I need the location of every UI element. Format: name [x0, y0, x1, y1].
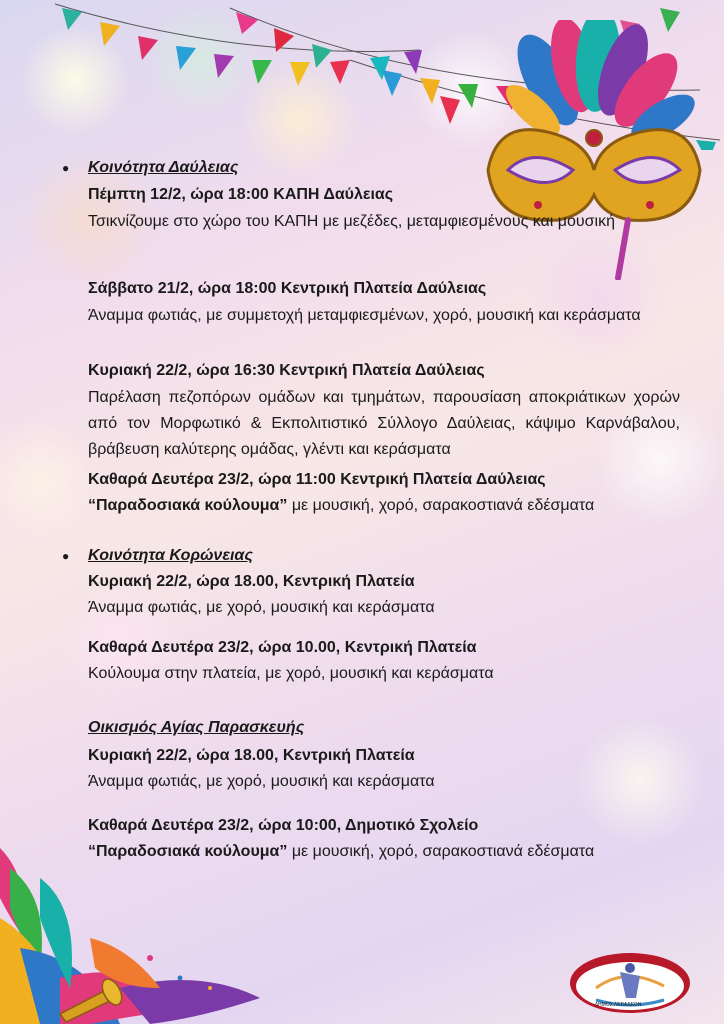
event-description: Κούλουμα στην πλατεία, με χορό, μουσική και κεράσματα [88, 665, 494, 682]
event-emphasis: “Παραδοσιακά κούλουμα” [88, 497, 288, 514]
event-description: Άναμμα φωτιάς, με χορό, μουσική και κεράσματα [88, 773, 435, 790]
event-description: με μουσική, χορό, σαρακοστιανά εδέσματα [287, 497, 595, 514]
event-description-line [88, 496, 594, 516]
carnival-mask-icon [478, 20, 710, 280]
event-heading: Καθαρά Δευτέρα 23/2, ώρα 10:00, Δημοτικό Σχολείο [88, 817, 479, 834]
event-heading: Σάββατο 21/2, ώρα 18:00 Κεντρική Πλατεία Δαύλειας [88, 280, 487, 297]
event-heading: Καθαρά Δευτέρα 23/2, ώρα 10.00, Κεντρική Πλατεία [88, 639, 477, 656]
logo-text: ΔΗΜΟΣ ΛΕΒΑΔΕΩΝ [594, 1002, 642, 1008]
section-title-agia-paraskevi: Οικισμός Αγίας Παρασκευής [88, 719, 305, 736]
event-description: Τσικνίζουμε στο χώρο του ΚΑΠΗ με μεζέδες, μεταμφιεσμένους και μουσική [88, 213, 615, 230]
section-title-daulia: Κοινότητα Δαύλειας [88, 159, 239, 176]
event-heading: Κυριακή 22/2, ώρα 18.00, Κεντρική Πλατεία [88, 573, 415, 590]
event-heading: Πέμπτη 12/2, ώρα 18:00 ΚΑΠΗ Δαύλειας [88, 186, 394, 203]
bullet-daulia: ● [62, 161, 70, 175]
event-heading: Κυριακή 22/2, ώρα 18.00, Κεντρική Πλατεία [88, 747, 415, 764]
event-description: Παρέλαση πεζοπόρων ομάδων και τμημάτων, παρουσίαση αποκριάτικων χορών από τον Μορφωτικό & Εκπολιτιστικό Σύλλογο Δαύλειας, κάψιμο Καρνάβαλου, βράβευση καλύτερης ομάδας, γλέντι και κεράσματα [88, 389, 680, 458]
event-emphasis: “Παραδοσιακά κούλουμα” [88, 843, 288, 860]
bullet-koroneia: ● [62, 549, 70, 563]
event-description: Άναμμα φωτιάς, με συμμετοχή μεταμφιεσμένων, χορό, μουσική και κεράσματα [88, 307, 641, 324]
section-title-koroneia: Κοινότητα Κορώνειας [88, 547, 253, 564]
event-heading: Κυριακή 22/2, ώρα 16:30 Κεντρική Πλατεία Δαύλειας [88, 362, 485, 379]
feather-decoration-icon [0, 838, 270, 1024]
event-description: με μουσική, χορό, σαρακοστιανά εδέσματα [287, 843, 595, 860]
event-heading: Καθαρά Δευτέρα 23/2, ώρα 11:00 Κεντρική Πλατεία Δαύλειας [88, 471, 546, 488]
event-description: Άναμμα φωτιάς, με χορό, μουσική και κεράσματα [88, 599, 435, 616]
